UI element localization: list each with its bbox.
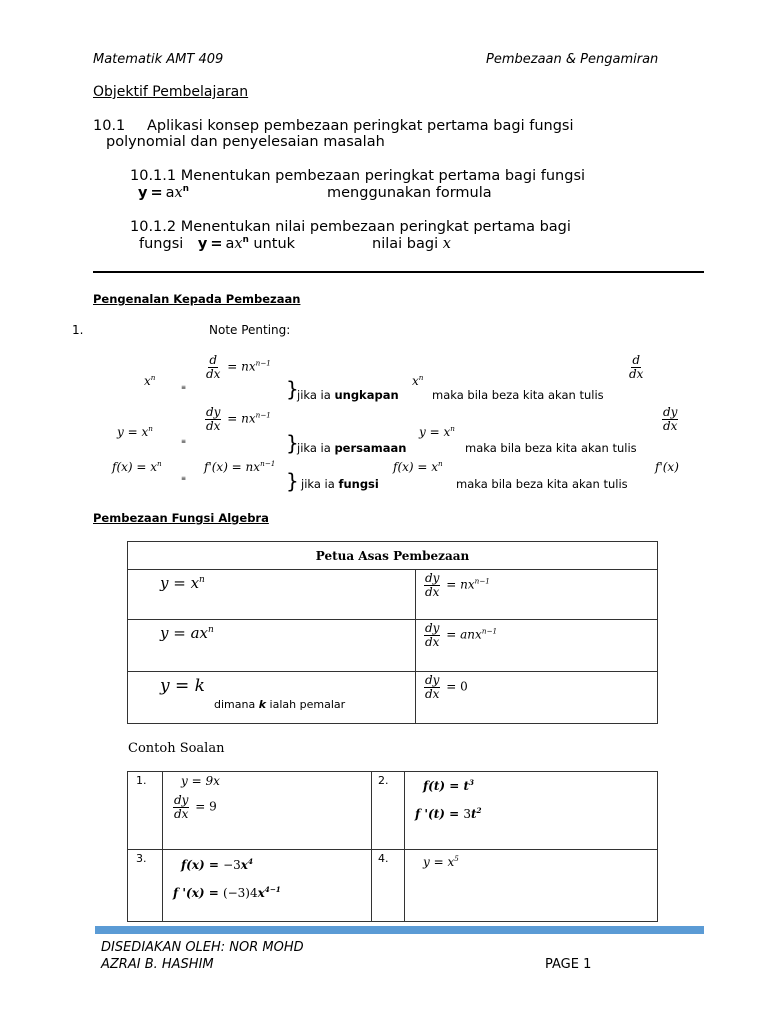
- rule-coef-rhs: $\frac{dy}{dx}$ = anx$^{n-1}$: [416, 620, 658, 672]
- formula-y: y: [197, 236, 208, 252]
- formula-a: a: [165, 185, 175, 201]
- row2-equiv: ≡: [181, 438, 186, 445]
- formula-n: n: [182, 184, 189, 195]
- rule-power-lhs: $y = x^n$: [128, 570, 416, 620]
- row1-bracket: }: [286, 377, 299, 401]
- rule-coef-lhs: $y = ax^n$: [128, 620, 416, 672]
- example-1-body: y = 9x $\frac{dy}{dx}$ = 9: [163, 772, 372, 850]
- section-divider: [93, 271, 704, 273]
- row2-tail: maka bila beza kita akan tulis: [465, 441, 637, 455]
- row1-expr-mid: $x^n$: [412, 373, 424, 388]
- formula-n: n: [242, 235, 249, 246]
- header-right: Pembezaan & Pengamiran: [486, 52, 659, 67]
- untuk-word: untuk: [253, 236, 296, 252]
- row2-bracket: }: [286, 431, 299, 455]
- examples-table: [127, 771, 658, 922]
- row2-expr-mid: $y = x^n$: [419, 424, 455, 439]
- rule-constant-lhs: y = k dimana k ialah pemalar: [128, 672, 416, 724]
- example-2-label: 2.: [372, 772, 405, 850]
- footer-prepared-line1: DISEDIAKAN OLEH: NOR MOHD: [101, 940, 304, 955]
- objective-10-1-2-nilai: [372, 236, 451, 252]
- objective-10-1-line1: Aplikasi konsep pembezaan peringkat pertama bagi fungsi: [147, 118, 574, 134]
- row1-tail: maka bila beza kita akan tulis: [432, 388, 604, 402]
- row3-bracket: }: [286, 469, 299, 493]
- rule-power-rhs: $\frac{dy}{dx}$ = $nx^{n-1}$: [416, 570, 658, 620]
- row2-rule: $\frac{dy}{dx}$ = $nx^{n-1}$: [206, 405, 271, 433]
- row1-notation: $\frac{d}{dx}$: [629, 353, 644, 381]
- footer-prepared-line2: AZRAI B. HASHIM: [101, 957, 214, 972]
- row2-expr: $y = x^n$: [117, 424, 153, 439]
- formula-a: a: [225, 236, 235, 252]
- objective-10-1-1-suffix: menggunakan formula: [327, 185, 492, 201]
- footer-bar: [95, 926, 704, 934]
- row3-rule: $f'(x) = nx^{n-1}$: [204, 459, 276, 474]
- row3-equiv: ≡: [181, 475, 186, 482]
- nilai-bagi: nilai bagi: [372, 236, 439, 252]
- header-left: Matematik AMT 409: [93, 52, 224, 67]
- objective-10-1-2-line2: [139, 236, 295, 252]
- row1-expr: $x^n$: [144, 373, 156, 388]
- row1-equiv: ≡: [181, 384, 186, 391]
- row3-expr-mid: $f(x) = x^n$: [393, 459, 443, 474]
- example-2-body: $f(t) = t^3$ f '$(t) = 3t^2$: [405, 772, 658, 850]
- row2-notation: $\frac{dy}{dx}$: [663, 405, 678, 433]
- note-penting: Note Penting:: [209, 323, 291, 337]
- row3-tail: maka bila beza kita akan tulis: [456, 477, 628, 491]
- rules-table: [127, 541, 658, 724]
- objective-10-1-1-formula: [138, 185, 189, 201]
- formula-eq: =: [210, 236, 223, 252]
- fungsi-word: fungsi: [139, 236, 184, 252]
- example-4-label: 4.: [372, 850, 405, 922]
- objective-10-1-1-text: 10.1.1 Menentukan pembezaan peringkat pertama bagi fungsi: [130, 168, 586, 184]
- example-4-body: $y = x^5$: [405, 850, 658, 922]
- nilai-x: x: [442, 236, 451, 252]
- examples-title: Contoh Soalan: [128, 741, 225, 756]
- objective-10-1-2-text: 10.1.2 Menentukan nilai pembezaan peringkat pertama bagi: [130, 219, 571, 235]
- row3-desc: jika ia fungsi: [301, 477, 379, 491]
- example-1-label: 1.: [128, 772, 163, 850]
- formula-x: x: [174, 185, 183, 201]
- formula-x: x: [234, 236, 243, 252]
- formula-y: y: [138, 185, 148, 201]
- row1-rule: $\frac{d}{dx}$ = $nx^{n-1}$: [206, 353, 271, 381]
- row3-expr: $f(x) = x^n$: [112, 459, 162, 474]
- objective-10-1-line2: polynomial dan penyelesaian masalah: [106, 134, 385, 150]
- example-3-body: $f(x) = -3x^4$ f '$(x) = (-3)4x^{4-1}$: [163, 850, 372, 922]
- rule-constant-rhs: $\frac{dy}{dx}$ = 0: [416, 672, 658, 724]
- intro-number: 1.: [72, 323, 84, 337]
- row2-desc: jika ia persamaan: [297, 441, 407, 455]
- intro-title: Pengenalan Kepada Pembezaan: [93, 292, 301, 306]
- row3-notation: f'(x): [655, 460, 679, 474]
- objectives-title: Objektif Pembelajaran: [93, 84, 249, 100]
- objective-10-1-number: 10.1: [93, 118, 126, 134]
- row1-desc: jika ia ungkapan: [297, 388, 399, 402]
- example-3-label: 3.: [128, 850, 163, 922]
- rules-table-header: Petua Asas Pembezaan: [128, 542, 658, 570]
- footer-page-number: PAGE 1: [545, 957, 592, 972]
- formula-eq: =: [150, 185, 163, 201]
- algebra-title: Pembezaan Fungsi Algebra: [93, 511, 269, 525]
